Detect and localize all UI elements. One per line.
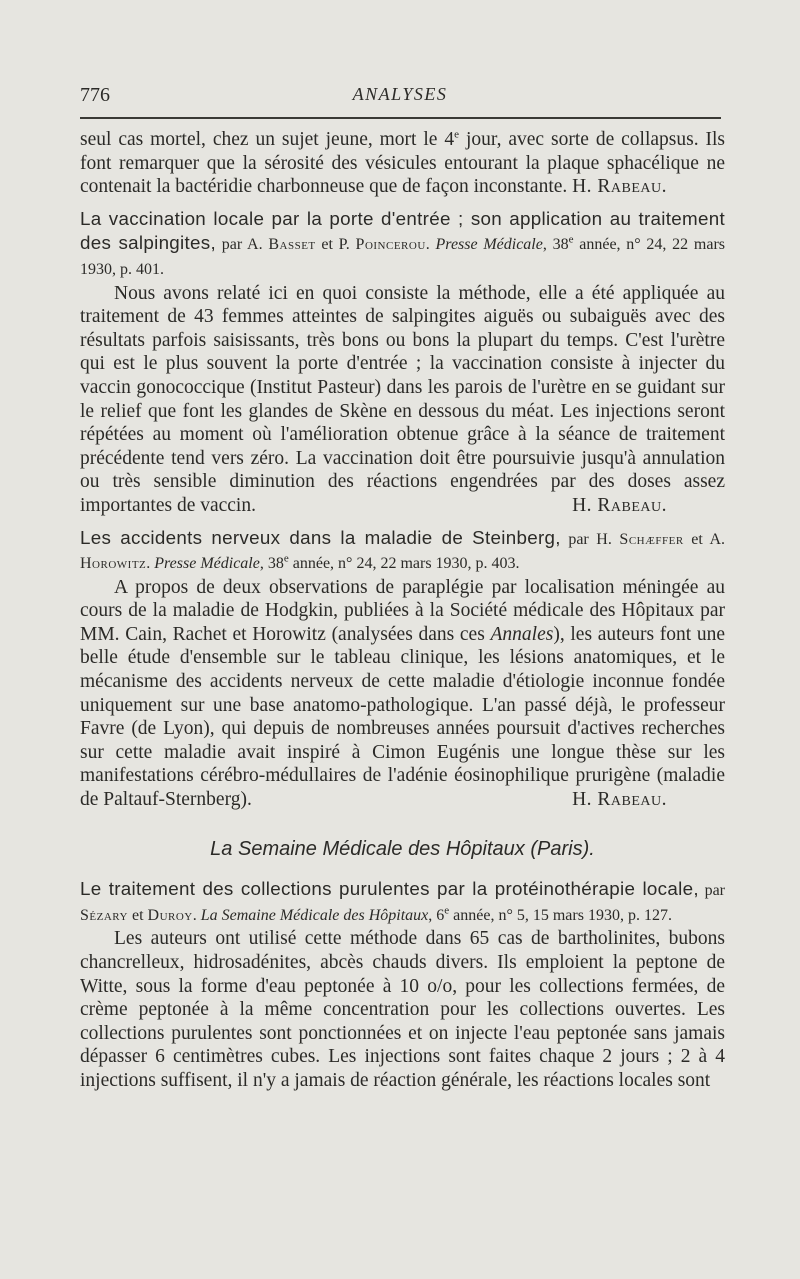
journal-name: Presse Médicale <box>435 236 543 254</box>
article-reference: par A. Basset et P. Poincerou. Presse Médicale, 38e année, n° 24, 22 mars 1930, p. 401. <box>80 234 726 278</box>
article-reference: par H. Schæffer et A. Horowitz. Presse Médicale, 38e année, n° 24, 22 mars 1930, p. 403. <box>80 530 726 573</box>
article-title: Les accidents nerveux dans la maladie de Steinberg, <box>80 526 561 548</box>
author-name: Horowitz <box>80 555 147 573</box>
article-heading <box>80 207 725 282</box>
author-name: Schæffer <box>619 530 684 548</box>
signature: H. Rabeau. <box>572 494 667 516</box>
continuation-paragraph: seul cas mortel, chez un sujet jeune, mort le 4e jour, avec sorte de collapsus. Ils font remarquer que la sérosité des vésicules entourant la plaque sphacélique ne contenait la bactéridie charbonneuse que de façon inconstante. H. Rabeau. <box>80 128 726 198</box>
journal-name: Presse Médicale <box>154 555 260 573</box>
article-title: La vaccination locale par la porte d'entrée ; son application au traitement des salpingites, <box>80 207 725 254</box>
article-steinberg <box>80 526 725 812</box>
author-name: Sézary <box>80 906 128 924</box>
article-vaccination <box>80 207 725 518</box>
article-body: A propos de deux observations de paraplégie par localisation méningée au cours de la maladie de Hodgkin, publiées à la Société médicale des Hôpitaux par MM. Cain, Rachet et Horowitz (analysées dans ces Annales), les auteurs font une belle étude d'ensemble sur le tableau clinique, les lésions anatomiques, et le mécanisme des accidents nerveux de cette maladie d'étiologie inconnue fondée uniquement sur une base anatomo-pathologique. L'an passé déjà, le professeur Favre (de Lyon), qui depuis de nombreuses années poursuit d'actives recherches sur cette maladie avait inspiré à Cimon Eugénis une longue thèse sur les manifestations cérébro-médullaires de l'adénie éosinophilique prurigène (maladie de Paltauf-Sternberg). H. Rabeau. <box>80 576 725 811</box>
author-name: Duroy <box>147 906 193 924</box>
page-content <box>80 128 725 1093</box>
article-reference: par Sézary et Duroy. La Semaine Médicale des Hôpitaux, 6e année, n° 5, 15 mars 1930, p. 127. <box>80 882 725 924</box>
signature: H. Rabeau. <box>572 176 667 198</box>
header-rule <box>80 117 721 119</box>
author-name: Basset <box>268 236 316 254</box>
signature: H. Rabeau. <box>572 789 667 811</box>
article-body: Les auteurs ont utilisé cette méthode dans 65 cas de bartholinites, bubons chancrelleux, hidrosadénites, abcès chauds divers. Ils emploient la peptone de Witte, sous la forme d'eau peptonée à 10 o/o, pour les collections fermées, de crème peptonée à la même concentration pour les collections ouvertes. Les collections purulentes sont ponctionnées et on injecte l'eau peptonée sans jamais dépasser 6 centimètres cubes. Les injections sont faites chaque 2 jours ; 2 à 4 injections suffisent, il n'y a jamais de réaction générale, les réactions locales sont <box>80 928 725 1091</box>
article-heading <box>80 526 725 576</box>
author-name: Poincerou <box>355 236 426 254</box>
section-heading: La Semaine Médicale des Hôpitaux (Paris). <box>210 837 595 860</box>
page-header <box>80 84 720 108</box>
article-heading <box>80 877 725 927</box>
running-title: ANALYSES <box>352 84 448 104</box>
article-proteinotherapie <box>80 877 725 1092</box>
article-title: Le traitement des collections purulentes par la protéinothérapie locale, <box>80 878 699 900</box>
journal-name: La Semaine Médicale des Hôpitaux <box>200 906 429 924</box>
page-number: 776 <box>80 84 110 106</box>
article-body: Nous avons relaté ici en quoi consiste la méthode, elle a été appliquée au traitement de 43 femmes atteintes de salpingites aiguës ou subaiguës avec des résultats parfois saisissants, très bons ou bons la plupart du temps. C'est l'urètre qui est le plus souvent la porte d'entrée ; la vaccination consiste à injecter du vaccin gonococcique (Institut Pasteur) dans les parois de l'urètre en se guidant sur le relief que font les glandes de Skène en dessous du méat. Les injections seront répétées au moment où l'amélioration obtenue grâce à la séance de traitement précédente tend vers zéro. La vaccination doit être poursuivie jusqu'à annulation ou très sensible diminution des réactions engendrées par des doses assez importantes de vaccin. H. Rabeau. <box>80 282 725 516</box>
